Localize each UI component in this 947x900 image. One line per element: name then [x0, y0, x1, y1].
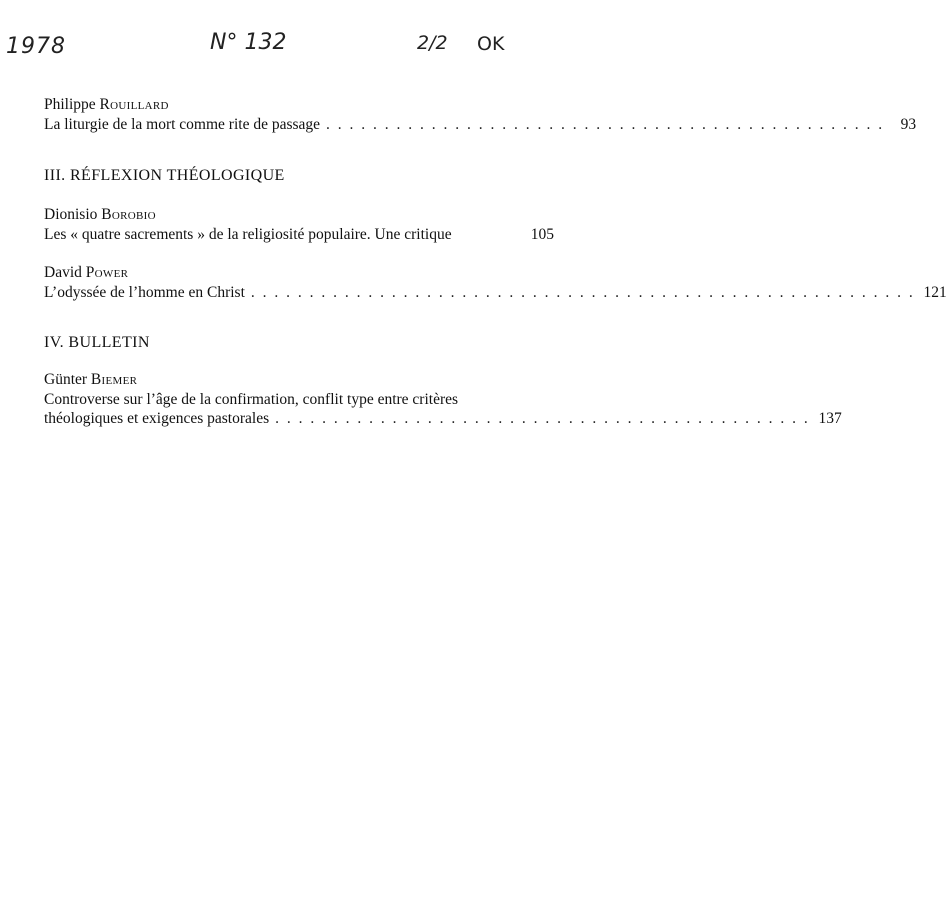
- author-first-name: Philippe: [44, 96, 96, 113]
- author-first-name: Dionisio: [44, 206, 98, 223]
- section-heading-reflexion: III. RÉFLEXION THÉOLOGIQUE: [44, 167, 285, 184]
- author-rouillard: [44, 96, 554, 114]
- author-first-name: Günter: [44, 371, 88, 388]
- entry-page: 105: [530, 226, 554, 243]
- entry-title: L’odyssée de l’homme en Christ: [44, 284, 245, 301]
- toc-entry[interactable]: [44, 116, 917, 134]
- leader-dots: . . . . . . . . . . . . . . . . . . . . . . . . . . . . . . . . . . . . . . . . . . . . . .: [275, 410, 810, 427]
- entry-title-line1[interactable]: Controverse sur l’âge de la confirmation, conflit type entre critères: [44, 391, 459, 408]
- leader-dots: . . . . . . . . . . . . . . . . . . . . . . . . . . . . . . . . . . . . . . . . . . . . . . . . . . . . . . . . .: [250, 284, 915, 301]
- author-biemer: [44, 371, 554, 389]
- author-power: [44, 264, 554, 282]
- entry-page: 93: [900, 116, 917, 133]
- author-last-name: Power: [85, 264, 129, 281]
- handwritten-ok: OK: [477, 33, 505, 55]
- entry-title: Les « quatre sacrements » de la religiosité populaire. Une critique: [44, 226, 452, 243]
- author-last-name: Biemer: [90, 371, 138, 388]
- entry-page: 137: [818, 410, 842, 427]
- entry-title-line2: théologiques et exigences pastorales: [44, 410, 270, 427]
- toc-entry[interactable]: [44, 226, 554, 244]
- handwritten-year: 1978: [6, 34, 66, 59]
- author-borobio: [44, 206, 554, 224]
- author-last-name: Borobio: [101, 206, 156, 223]
- toc-entry[interactable]: [44, 284, 947, 302]
- entry-page: 121: [923, 284, 947, 301]
- handwritten-check: 2/2: [417, 32, 448, 54]
- leader-dots: . . . . . . . . . . . . . . . . . . . . . . . . . . . . . . . . . . . . . . . . . . . . . . . .: [326, 116, 885, 133]
- toc-entry[interactable]: [44, 410, 842, 428]
- handwritten-issue-number: N° 132: [210, 30, 287, 55]
- section-heading-bulletin: IV. BULLETIN: [44, 334, 150, 351]
- author-first-name: David: [44, 264, 82, 281]
- author-last-name: Rouillard: [99, 96, 169, 113]
- entry-title: La liturgie de la mort comme rite de passage: [44, 116, 321, 133]
